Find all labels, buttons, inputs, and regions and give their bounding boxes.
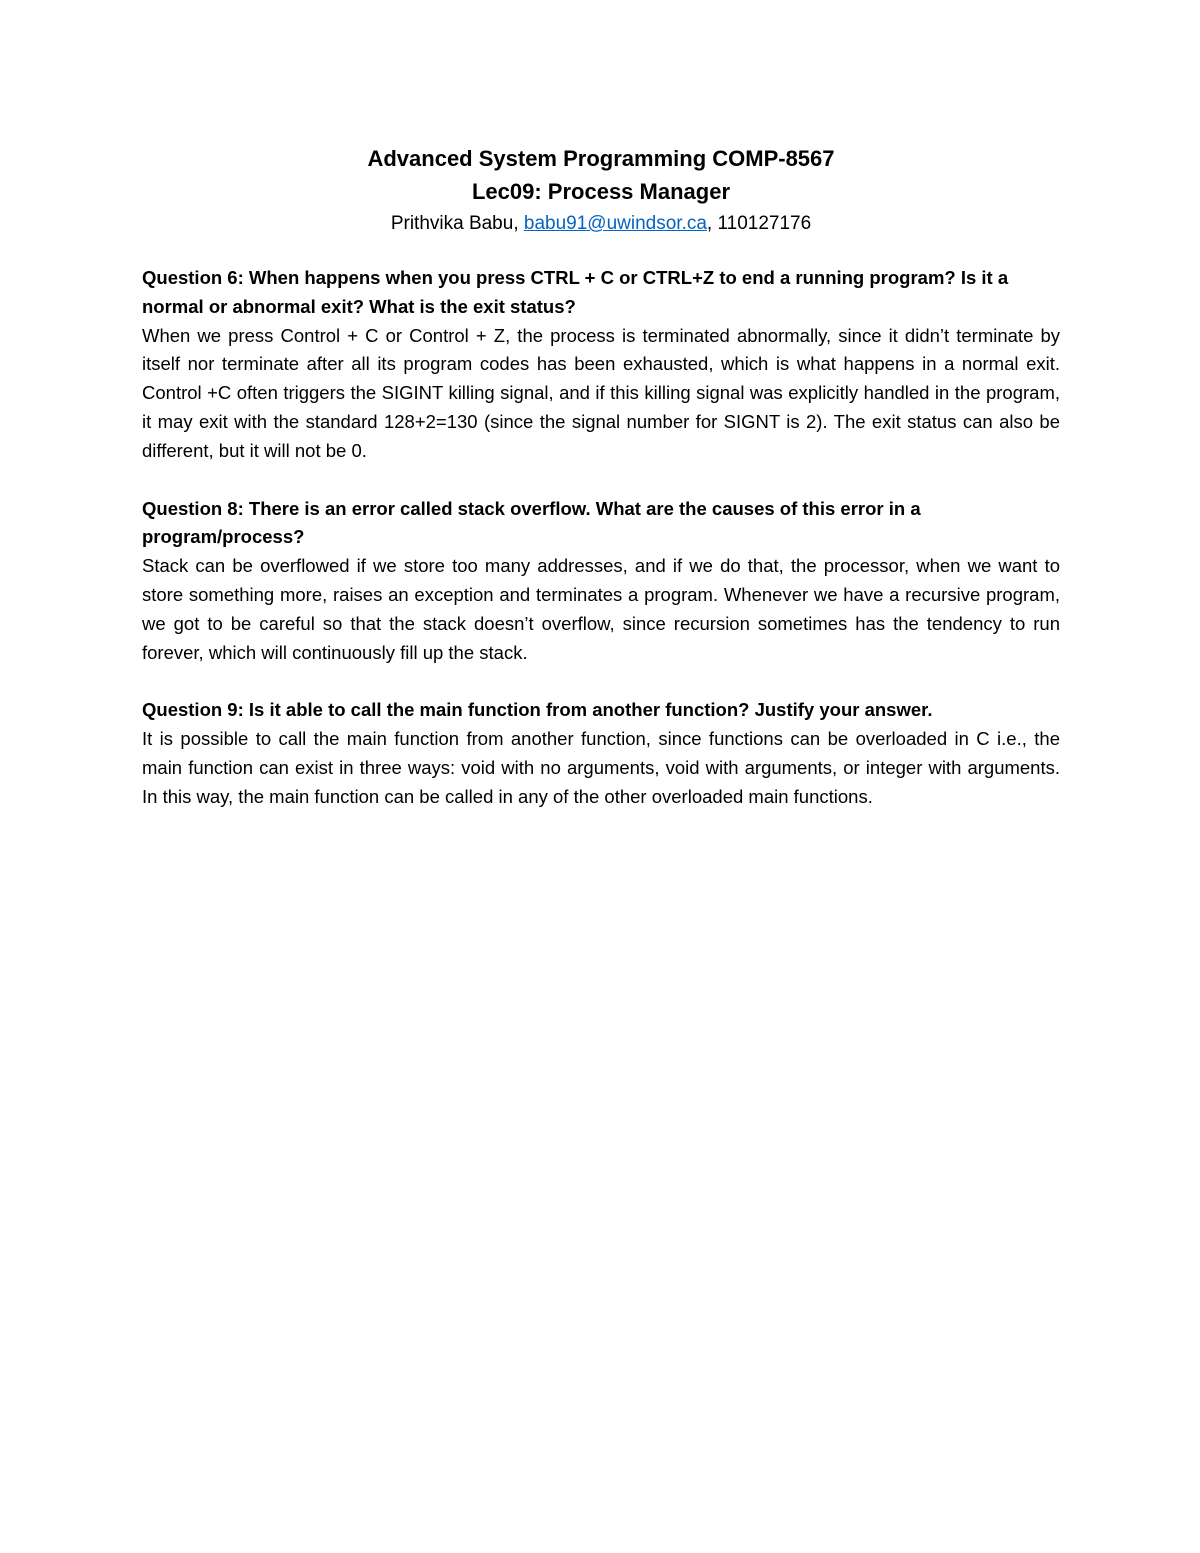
document-subtitle: Lec09: Process Manager xyxy=(471,179,731,204)
document-header xyxy=(142,142,1060,238)
question-block-6 xyxy=(142,264,1060,466)
answer-8-text: Stack can be overflowed if we store too many addresses, and if we do that, the processor, when we want to store something more, raises an exception and terminates a program. Whenever we have a recursive program, we got to be careful so that the stack doesn’t overflow, since recursion sometimes has the tendency to run forever, which will continuously fill up the stack. xyxy=(142,555,1060,663)
author-name: Prithvika Babu, xyxy=(390,213,524,234)
answer-6-text: When we press Control + C or Control + Z, the process is terminated abnormally, since it didn’t terminate by itself nor terminate after all its program codes has been exhausted, which is what happens in a normal exit. Control +C often triggers the SIGINT killing signal, and if this killing signal was explicitly handled in the program, it may exit with the standard 128+2=130 (since the signal number for SIGNT is 2). The exit status can also be different, but it will not be 0. xyxy=(142,324,1060,461)
document-content xyxy=(142,142,1060,812)
author-line xyxy=(142,210,1060,238)
question-6-text: Question 6: When happens when you press CTRL + C or CTRL+Z to end a running program? Is it a normal or abnormal exit? What is the exit status? xyxy=(142,267,1009,317)
question-8-text: Question 8: There is an error called stack overflow. What are the causes of this error in a program/process? xyxy=(142,497,921,548)
question-block-8 xyxy=(142,495,1060,668)
document-title: Advanced System Programming COMP-8567 xyxy=(367,146,835,171)
student-id: , 110127176 xyxy=(706,213,812,234)
author-email-link[interactable]: babu91@uwindsor.ca xyxy=(523,213,707,234)
question-block-9 xyxy=(142,696,1060,811)
answer-9-text: It is possible to call the main function from another function, since functions can be overloaded in C i.e., the main function can exist in three ways: void with no arguments, void with arguments, or integer with arguments. In this way, the main function can be called in any of the other overloaded main functions. xyxy=(142,728,1060,807)
question-9-text: Question 9: Is it able to call the main function from another function? Justify your answer. xyxy=(142,699,933,721)
